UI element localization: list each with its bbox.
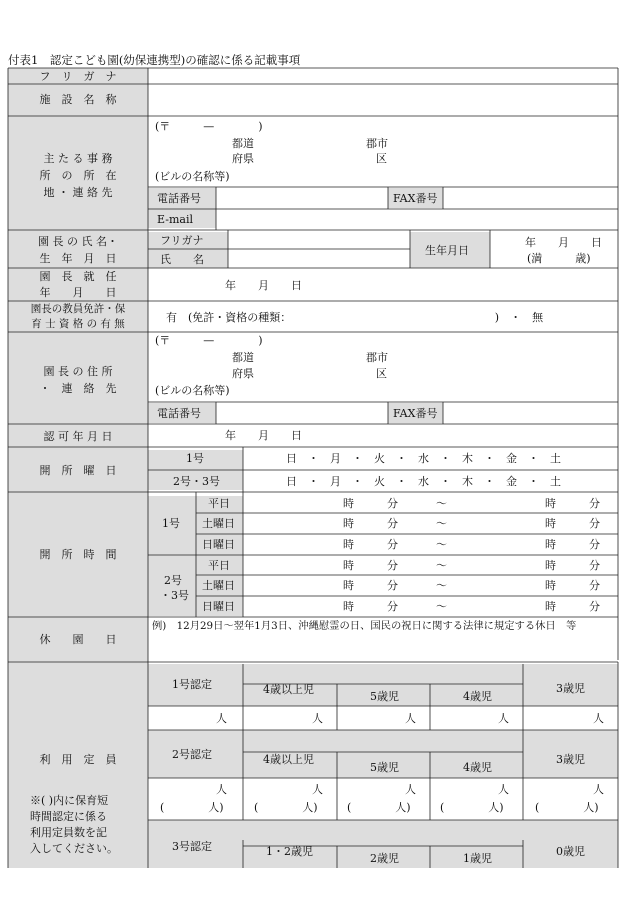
jikan-to[interactable]: 時 分 — [545, 600, 600, 613]
jimusho-todofuken-2: 府県 — [232, 152, 254, 165]
jikan-from[interactable]: 時 分 — [343, 559, 398, 572]
teiin-g2-age3: 3歳児 — [556, 753, 585, 766]
riyou-note-3: 利用定員数を記 — [30, 826, 107, 839]
teiin-g2-short[interactable]: ( 人) — [440, 801, 504, 814]
jikan-tilde: 〜 — [436, 497, 447, 510]
encho-age-value[interactable]: (満 歳) — [527, 252, 591, 265]
label-kyuen: 休 園 日 — [39, 633, 117, 646]
riyou-note-1: ※( )内に保育短 — [30, 794, 109, 807]
label-kaisho-youbi: 開 所 曜 日 — [39, 464, 117, 477]
jikan-tilde: 〜 — [436, 538, 447, 551]
jimusho-postal[interactable]: (〒 — ) — [155, 120, 263, 133]
jikan-to[interactable]: 時 分 — [545, 517, 600, 530]
jikan-tilde: 〜 — [436, 559, 447, 572]
label-shisetsu: 施 設 名 称 — [39, 93, 117, 106]
label-encho-menkyo-1: 園長の教員免許・保 — [30, 303, 126, 315]
label-encho-shunin-1: 園 長 就 任 — [39, 270, 117, 283]
jimusho-email-label: E-mail — [157, 213, 193, 226]
jikan-2-day-1: 平日 — [208, 559, 230, 572]
youbi-row-1-label: 1号 — [186, 452, 204, 465]
teiin-g1-over4: 4歳以上児 — [263, 683, 314, 696]
riyou-note-4: 入してください。 — [30, 842, 118, 855]
teiin-g1-label: 1号認定 — [172, 678, 212, 691]
label-encho-name-1: 園 長 の 氏 名・ — [38, 235, 118, 248]
encho-furigana-label: フリガナ — [160, 234, 204, 247]
encho-gunshi-2: 区 — [376, 367, 387, 380]
teiin-g2-nin[interactable]: 人 — [405, 783, 416, 796]
jikan-to[interactable]: 時 分 — [545, 559, 600, 572]
encho-menkyo-value[interactable]: 有 (免許・資格の種類： ) ・ 無 — [166, 311, 544, 324]
teiin-g3-label: 3号認定 — [172, 840, 212, 853]
label-encho-name-2: 生 年 月 日 — [39, 252, 117, 265]
teiin-g2-nin[interactable]: 人 — [593, 783, 604, 796]
label-jimusho-1: 主 た る 事 務 — [43, 152, 113, 165]
encho-tel-label: 電話番号 — [157, 407, 201, 420]
encho-birth-label: 生年月日 — [425, 244, 469, 257]
youbi-row-1-days[interactable]: 日 ・ 月 ・ 火 ・ 水 ・ 木 ・ 金 ・ 土 — [286, 452, 561, 465]
teiin-g2-short[interactable]: ( 人) — [254, 801, 318, 814]
label-kaisho-jikan: 開 所 時 間 — [39, 548, 117, 561]
teiin-g1-age4: 4歳児 — [463, 690, 492, 703]
jikan-from[interactable]: 時 分 — [343, 497, 398, 510]
label-encho-jusho-2: ・ 連 絡 先 — [39, 382, 117, 395]
label-ninka: 認 可 年 月 日 — [43, 430, 113, 443]
teiin-g2-short[interactable]: ( 人) — [535, 801, 599, 814]
teiin-g2-age5: 5歳児 — [370, 761, 399, 774]
encho-shimei-label: 氏 名 — [160, 253, 204, 266]
jikan-group-2-label-2: ・3号 — [160, 589, 189, 602]
teiin-g2-age4: 4歳児 — [463, 761, 492, 774]
teiin-g3-age1: 1歳児 — [463, 852, 492, 865]
teiin-g2-label: 2号認定 — [172, 748, 212, 761]
encho-building[interactable]: (ビルの名称等) — [155, 384, 230, 397]
teiin-g2-nin[interactable]: 人 — [498, 783, 509, 796]
jikan-group-1-label: 1号 — [162, 517, 180, 530]
jikan-1-day-1: 平日 — [208, 497, 230, 510]
label-riyou: 利 用 定 員 — [39, 753, 117, 766]
jimusho-building[interactable]: (ビルの名称等) — [155, 170, 230, 183]
teiin-g1-age3: 3歳児 — [556, 682, 585, 695]
teiin-g2-short[interactable]: ( 人) — [160, 801, 224, 814]
form-title: 付表1 認定こども園(幼保連携型)の確認に係る記載事項 — [8, 53, 301, 67]
jimusho-todofuken-1: 都道 — [232, 137, 254, 150]
jimusho-gunshi-1: 郡市 — [366, 137, 388, 150]
encho-birth-value[interactable]: 年 月 日 — [525, 236, 602, 249]
jikan-tilde: 〜 — [436, 579, 447, 592]
kyuen-example[interactable]: 例) 12月29日〜翌年1月3日、沖縄慰霊の日、国民の祝日に関する法律に規定する休日 等 — [152, 620, 577, 632]
jikan-group-2-label-1: 2号 — [164, 574, 182, 587]
label-encho-shunin-2: 年 月 日 — [39, 286, 117, 299]
label-jimusho-2: 所 の 所 在 — [39, 169, 117, 182]
teiin-g3-age12: 1・2歳児 — [266, 845, 313, 858]
jikan-from[interactable]: 時 分 — [343, 579, 398, 592]
teiin-g2-short[interactable]: ( 人) — [347, 801, 411, 814]
encho-fax-label: FAX番号 — [393, 407, 438, 420]
youbi-row-2-days[interactable]: 日 ・ 月 ・ 火 ・ 水 ・ 木 ・ 金 ・ 土 — [286, 475, 561, 488]
ninka-date[interactable]: 年 月 日 — [225, 429, 302, 442]
label-encho-jusho-1: 園 長 の 住 所 — [43, 365, 113, 378]
label-furigana: フ リ ガ ナ — [39, 70, 117, 83]
jimusho-gunshi-2: 区 — [376, 152, 387, 165]
jikan-from[interactable]: 時 分 — [343, 538, 398, 551]
jikan-from[interactable]: 時 分 — [343, 517, 398, 530]
encho-postal[interactable]: (〒 — ) — [155, 334, 263, 347]
jikan-from[interactable]: 時 分 — [343, 600, 398, 613]
teiin-g1-nin[interactable]: 人 — [216, 712, 227, 725]
jimusho-tel-label: 電話番号 — [157, 192, 201, 205]
teiin-g3-age2: 2歳児 — [370, 852, 399, 865]
encho-todofuken-1: 都道 — [232, 351, 254, 364]
label-jimusho-3: 地 ・ 連 絡 先 — [43, 186, 113, 199]
encho-gunshi-1: 郡市 — [366, 351, 388, 364]
teiin-g2-nin[interactable]: 人 — [216, 783, 227, 796]
jikan-1-day-3: 日曜日 — [202, 538, 235, 551]
teiin-g3-age0: 0歳児 — [556, 845, 585, 858]
label-encho-menkyo-2: 育 士 資 格 の 有 無 — [31, 318, 125, 330]
riyou-note-2: 時間認定に係る — [30, 810, 107, 823]
encho-shunin-date[interactable]: 年 月 日 — [225, 279, 302, 292]
jikan-to[interactable]: 時 分 — [545, 538, 600, 551]
jikan-to[interactable]: 時 分 — [545, 579, 600, 592]
jikan-2-day-3: 日曜日 — [202, 600, 235, 613]
teiin-g1-nin[interactable]: 人 — [593, 712, 604, 725]
jikan-1-day-2: 土曜日 — [202, 517, 235, 530]
teiin-g2-nin[interactable]: 人 — [312, 783, 323, 796]
teiin-g1-nin[interactable]: 人 — [498, 712, 509, 725]
jikan-2-day-2: 土曜日 — [202, 579, 235, 592]
encho-todofuken-2: 府県 — [232, 367, 254, 380]
teiin-g1-age5: 5歳児 — [370, 690, 399, 703]
jikan-tilde: 〜 — [436, 600, 447, 613]
youbi-row-2-label: 2号・3号 — [173, 475, 220, 488]
jimusho-fax-label: FAX番号 — [393, 192, 438, 205]
teiin-g1-nin[interactable]: 人 — [405, 712, 416, 725]
jikan-tilde: 〜 — [436, 517, 447, 530]
teiin-g1-nin[interactable]: 人 — [312, 712, 323, 725]
jikan-to[interactable]: 時 分 — [545, 497, 600, 510]
teiin-g2-over4: 4歳以上児 — [263, 753, 314, 766]
